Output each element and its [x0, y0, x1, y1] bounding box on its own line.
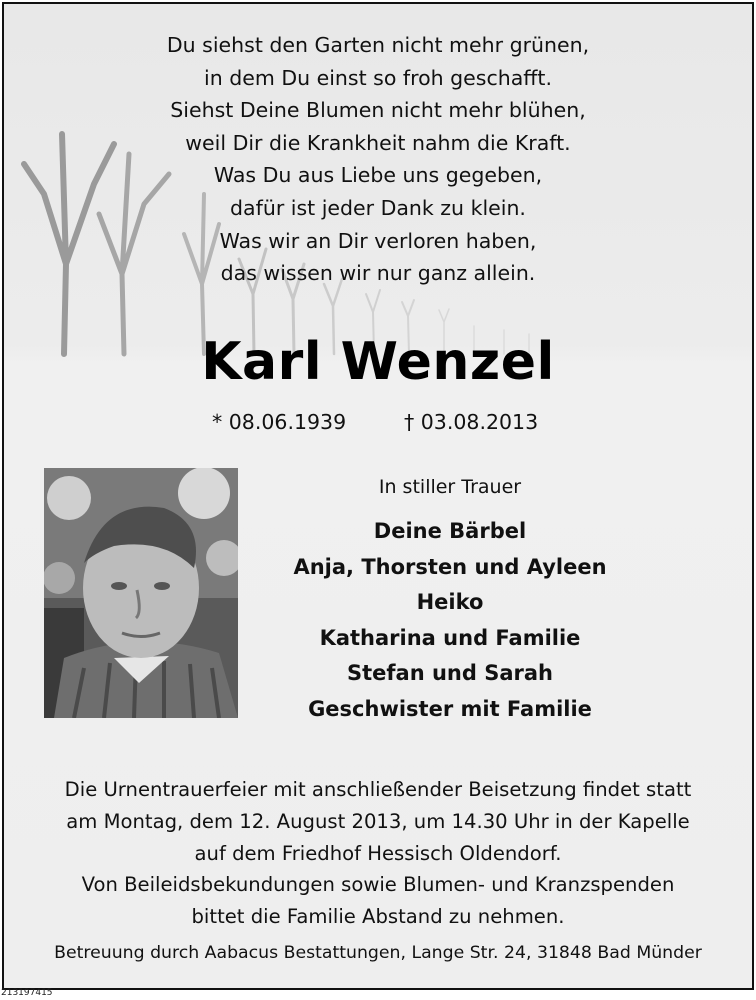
poem-line: in dem Du einst so froh geschafft.	[204, 65, 552, 90]
obituary-frame	[2, 2, 754, 990]
mourner: Heiko	[416, 590, 484, 614]
poem-line: dafür ist jeder Dank zu klein.	[230, 195, 526, 220]
service-line: am Montag, dem 12. August 2013, um 14.30 Uhr in der Kapelle	[66, 809, 690, 833]
death-date: † 03.08.2013	[404, 410, 539, 434]
service-line: Von Beileidsbekundungen sowie Blumen- und Kranzspenden	[81, 873, 675, 897]
portrait-photo-illustration	[44, 468, 238, 718]
poem-line: Was Du aus Liebe uns gegeben,	[213, 163, 543, 188]
service-line: bittet die Familie Abstand zu nehmen.	[191, 905, 565, 929]
poem-line: das wissen wir nur ganz allein.	[220, 261, 536, 286]
poem	[4, 29, 752, 290]
mourner: Stefan und Sarah	[347, 661, 553, 685]
portrait-photo	[44, 468, 238, 718]
poem-line: Du siehst den Garten nicht mehr grünen,	[166, 33, 590, 57]
service-line: auf dem Friedhof Hessisch Oldendorf.	[194, 841, 562, 865]
poem-line: Was wir an Dir verloren haben,	[219, 228, 537, 253]
mourners-list	[264, 514, 636, 727]
life-dates	[4, 410, 752, 440]
deceased-name: Karl Wenzel	[201, 332, 555, 392]
mourning-intro: In stiller Trauer	[378, 476, 522, 498]
poem-line: weil Dir die Krankheit nahm die Kraft.	[185, 130, 571, 155]
mourner: Deine Bärbel	[373, 519, 527, 543]
poem-line: Siehst Deine Blumen nicht mehr blühen,	[170, 98, 586, 123]
service-notice	[4, 774, 752, 933]
service-line: Die Urnentrauerfeier mit anschließender Beisetzung findet statt	[64, 778, 692, 801]
mourner: Katharina und Familie	[319, 625, 581, 650]
mourners-block	[264, 476, 636, 727]
mourner: Anja, Thorsten und Ayleen	[293, 554, 607, 579]
mourner: Geschwister mit Familie	[308, 696, 592, 721]
reference-number: 213197415	[1, 988, 53, 998]
undertaker-line: Betreuung durch Aabacus Bestattungen, Lange Str. 24, 31848 Bad Münder	[54, 943, 702, 963]
birth-date: * 08.06.1939	[212, 410, 347, 434]
